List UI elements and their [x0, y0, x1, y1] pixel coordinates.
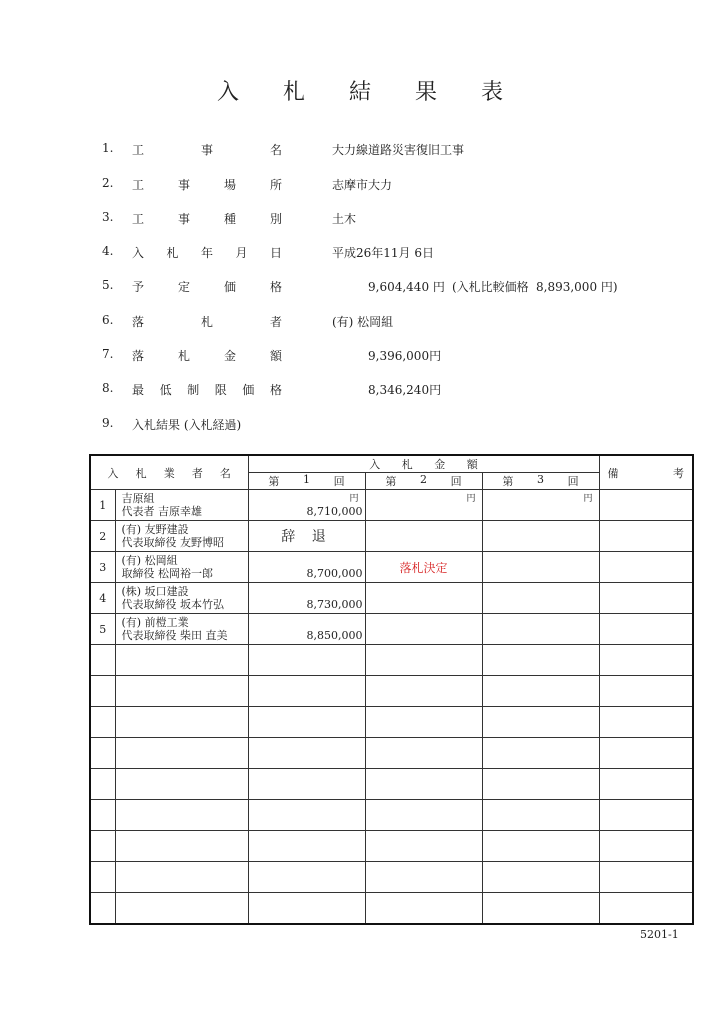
header-round-3: [482, 473, 599, 490]
info-number: 9.: [102, 416, 114, 430]
info-label-char: 事: [200, 143, 213, 157]
empty-cell: [248, 707, 365, 738]
empty-cell: [90, 676, 115, 707]
empty-cell: [365, 862, 482, 893]
header-char: 入: [107, 466, 119, 480]
empty-cell: [248, 831, 365, 862]
info-label-char: 札: [177, 349, 190, 363]
info-row: [102, 278, 662, 296]
empty-cell: [482, 645, 599, 676]
bidder-name: [115, 552, 248, 583]
table-row-empty: [90, 645, 693, 676]
info-label: [132, 176, 282, 193]
empty-cell: [248, 893, 365, 925]
info-label: [132, 347, 282, 364]
header-char: 札: [401, 458, 413, 471]
info-row: [102, 347, 662, 365]
info-label-char: 入: [132, 246, 145, 260]
row-index: 3: [90, 552, 115, 583]
empty-cell: [599, 645, 693, 676]
empty-cell: [248, 738, 365, 769]
info-label-char: 事: [177, 212, 190, 226]
table-row-empty: [90, 707, 693, 738]
bidder-name: [115, 521, 248, 552]
empty-cell: [248, 800, 365, 831]
empty-cell: [365, 645, 482, 676]
info-label-char: 所: [269, 178, 282, 192]
table-row-empty: [90, 831, 693, 862]
bid-round-3: [482, 490, 599, 521]
header-char: 名: [219, 466, 231, 480]
bidder-representative: 代表取締役 柴田 直美: [121, 629, 228, 642]
bid-round-2: 落札決定: [365, 552, 482, 583]
info-label-char: 入札結果 (入札経過): [132, 418, 242, 432]
title-char: 入: [216, 80, 239, 105]
info-label-char: 格: [269, 280, 282, 294]
bid-round-3: [482, 521, 599, 552]
header-char: 第: [502, 475, 514, 488]
bidder-name: [115, 490, 248, 521]
table-row-empty: [90, 862, 693, 893]
table-row: [90, 521, 693, 552]
info-label: [132, 141, 282, 158]
bid-amount: 8,850,000: [306, 629, 363, 642]
info-label: [132, 278, 282, 295]
bid-round-3: [482, 614, 599, 645]
empty-cell: [599, 707, 693, 738]
info-label-char: 名: [269, 143, 282, 157]
info-label-char: 制: [187, 383, 200, 397]
empty-cell: [90, 738, 115, 769]
info-number: 5.: [102, 278, 114, 292]
info-label-char: 工: [132, 143, 145, 157]
header-amount: [248, 455, 599, 473]
bidder-name: [115, 614, 248, 645]
header-char: 2: [419, 473, 427, 486]
info-label-char: 工: [132, 178, 145, 192]
info-value: 平成26年11月 6日: [332, 246, 434, 260]
info-value: (有) 松岡組: [332, 315, 394, 329]
bid-round-1: [248, 583, 365, 614]
info-row: [102, 416, 662, 434]
header-char: 業: [163, 466, 175, 480]
empty-cell: [115, 769, 248, 800]
row-index: 5: [90, 614, 115, 645]
header-char: 第: [385, 475, 397, 488]
empty-cell: [365, 769, 482, 800]
info-value: 大力線道路災害復旧工事: [332, 143, 465, 157]
header-char: 札: [135, 466, 147, 480]
info-number: 8.: [102, 381, 114, 395]
remarks: [599, 490, 693, 521]
empty-cell: [365, 800, 482, 831]
info-label-char: 年: [200, 246, 213, 260]
info-value: 土木: [332, 212, 357, 226]
empty-cell: [115, 893, 248, 925]
header-char: 入: [369, 458, 381, 471]
table-row-empty: [90, 769, 693, 800]
bid-round-3: [482, 552, 599, 583]
bidder-company: (有) 前榿工業: [121, 616, 189, 629]
table-row-empty: [90, 800, 693, 831]
header-char: 金: [434, 458, 446, 471]
bid-round-2: [365, 490, 482, 521]
empty-cell: [90, 769, 115, 800]
info-label: [132, 244, 282, 261]
info-row: [102, 313, 662, 331]
empty-cell: [365, 707, 482, 738]
header-char: 額: [466, 458, 478, 471]
info-value: 8,346,240円: [368, 383, 442, 397]
bidder-representative: 取締役 松岡裕一郎: [121, 567, 213, 580]
info-row: [102, 381, 662, 399]
empty-cell: [248, 769, 365, 800]
empty-cell: [365, 738, 482, 769]
header-char: 者: [191, 466, 203, 480]
title-char: 札: [282, 80, 305, 105]
header-char: 回: [333, 475, 345, 488]
empty-cell: [248, 676, 365, 707]
info-number: 4.: [102, 244, 114, 258]
empty-cell: [365, 831, 482, 862]
header-round-2: [365, 473, 482, 490]
title-char: 果: [415, 80, 438, 105]
table-row-empty: [90, 676, 693, 707]
header-remarks: [599, 455, 693, 490]
empty-cell: [115, 831, 248, 862]
info-label-char: 低: [159, 383, 172, 397]
info-value: 9,604,440 円: [368, 280, 445, 294]
info-label: [132, 416, 282, 433]
empty-cell: [482, 676, 599, 707]
info-extra-label: (入札比較価格: [452, 280, 529, 294]
bid-amount: 8,700,000: [306, 567, 363, 580]
header-char: 1: [302, 473, 310, 486]
info-value: 9,396,000円: [368, 349, 442, 363]
remarks: [599, 552, 693, 583]
row-index: 1: [90, 490, 115, 521]
info-label-char: 格: [269, 383, 282, 397]
info-label: [132, 210, 282, 227]
bidder-representative: 代表取締役 坂本竹弘: [121, 598, 224, 611]
header-char: 回: [450, 475, 462, 488]
bid-round-1: 辞 退: [248, 521, 365, 552]
empty-cell: [482, 800, 599, 831]
bid-round-2: [365, 614, 482, 645]
empty-cell: [599, 676, 693, 707]
empty-cell: [90, 800, 115, 831]
header-bidder: [90, 455, 248, 490]
page-title: [0, 75, 720, 106]
empty-cell: [115, 738, 248, 769]
bid-round-1: [248, 490, 365, 521]
table-row-empty: [90, 893, 693, 925]
empty-cell: [248, 862, 365, 893]
info-label-char: 価: [223, 280, 236, 294]
empty-cell: [90, 862, 115, 893]
bid-amount: 8,710,000: [306, 505, 363, 518]
info-number: 6.: [102, 313, 114, 327]
header-char: 第: [268, 475, 280, 488]
info-label-char: 金: [223, 349, 236, 363]
header-round-1: [248, 473, 365, 490]
empty-cell: [90, 831, 115, 862]
table-row: [90, 552, 693, 583]
empty-cell: [248, 645, 365, 676]
info-label-char: 札: [200, 315, 213, 329]
empty-cell: [115, 707, 248, 738]
remarks: [599, 614, 693, 645]
bidder-company: (有) 松岡組: [121, 554, 178, 567]
empty-cell: [599, 738, 693, 769]
title-char: 表: [481, 80, 504, 105]
bid-results-table: [89, 454, 694, 925]
info-row: [102, 244, 662, 262]
info-label-char: 事: [177, 178, 190, 192]
empty-cell: [90, 707, 115, 738]
header-char: 回: [567, 475, 579, 488]
empty-cell: [115, 676, 248, 707]
row-index: 2: [90, 521, 115, 552]
remarks: [599, 583, 693, 614]
info-label-char: 予: [132, 280, 145, 294]
info-label-char: 価: [242, 383, 255, 397]
empty-cell: [482, 707, 599, 738]
info-label-char: 限: [214, 383, 227, 397]
empty-cell: [482, 769, 599, 800]
bid-round-1: [248, 614, 365, 645]
bidder-name: [115, 583, 248, 614]
info-number: 1.: [102, 141, 114, 155]
empty-cell: [599, 831, 693, 862]
info-label: [132, 381, 282, 398]
empty-cell: [115, 800, 248, 831]
info-label-char: 落: [132, 349, 145, 363]
empty-cell: [90, 645, 115, 676]
info-label-char: 日: [269, 246, 282, 260]
header-char: 考: [673, 466, 685, 480]
empty-cell: [90, 893, 115, 925]
info-label-char: 最: [132, 383, 145, 397]
remarks: [599, 521, 693, 552]
empty-cell: [365, 676, 482, 707]
info-row: [102, 210, 662, 228]
yen-unit: 円: [583, 494, 593, 504]
info-label-char: 工: [132, 212, 145, 226]
title-char: 結: [348, 80, 371, 105]
info-label-char: 種: [223, 212, 236, 226]
empty-cell: [115, 645, 248, 676]
form-number: 5201-1: [640, 928, 679, 941]
info-number: 3.: [102, 210, 114, 224]
yen-unit: 円: [466, 494, 476, 504]
yen-unit: 円: [349, 494, 359, 504]
bid-round-2: [365, 521, 482, 552]
empty-cell: [599, 862, 693, 893]
empty-cell: [115, 862, 248, 893]
empty-cell: [482, 862, 599, 893]
table-row: [90, 583, 693, 614]
bid-amount: 8,730,000: [306, 598, 363, 611]
empty-cell: [482, 893, 599, 925]
info-label-char: 月: [235, 246, 248, 260]
info-label-char: 者: [269, 315, 282, 329]
empty-cell: [482, 738, 599, 769]
bidder-company: 吉原組: [121, 492, 155, 505]
bidder-representative: 代表取締役 友野博昭: [121, 536, 224, 549]
info-number: 2.: [102, 176, 114, 190]
bidder-representative: 代表者 吉原幸雄: [121, 505, 202, 518]
info-label-char: 落: [132, 315, 145, 329]
info-label-char: 場: [223, 178, 236, 192]
table-row-empty: [90, 738, 693, 769]
bidder-company: (有) 友野建設: [121, 523, 189, 536]
bidder-company: (株) 坂口建設: [121, 585, 189, 598]
info-label-char: 別: [269, 212, 282, 226]
info-value: 志摩市大力: [332, 178, 393, 192]
bid-round-3: [482, 583, 599, 614]
empty-cell: [599, 769, 693, 800]
header-char: 備: [607, 466, 619, 480]
table-row: [90, 614, 693, 645]
info-label-char: 定: [177, 280, 190, 294]
header-char: 3: [537, 473, 544, 486]
info-label: [132, 313, 282, 330]
table-row: [90, 490, 693, 521]
bid-round-1: [248, 552, 365, 583]
empty-cell: [599, 893, 693, 925]
info-label-char: 札: [166, 246, 179, 260]
info-label-char: 額: [269, 349, 282, 363]
bid-round-2: [365, 583, 482, 614]
info-row: [102, 141, 662, 159]
info-number: 7.: [102, 347, 114, 361]
empty-cell: [599, 800, 693, 831]
empty-cell: [482, 831, 599, 862]
row-index: 4: [90, 583, 115, 614]
info-extra-value: 8,893,000 円): [536, 280, 618, 294]
empty-cell: [365, 893, 482, 925]
info-row: [102, 176, 662, 194]
